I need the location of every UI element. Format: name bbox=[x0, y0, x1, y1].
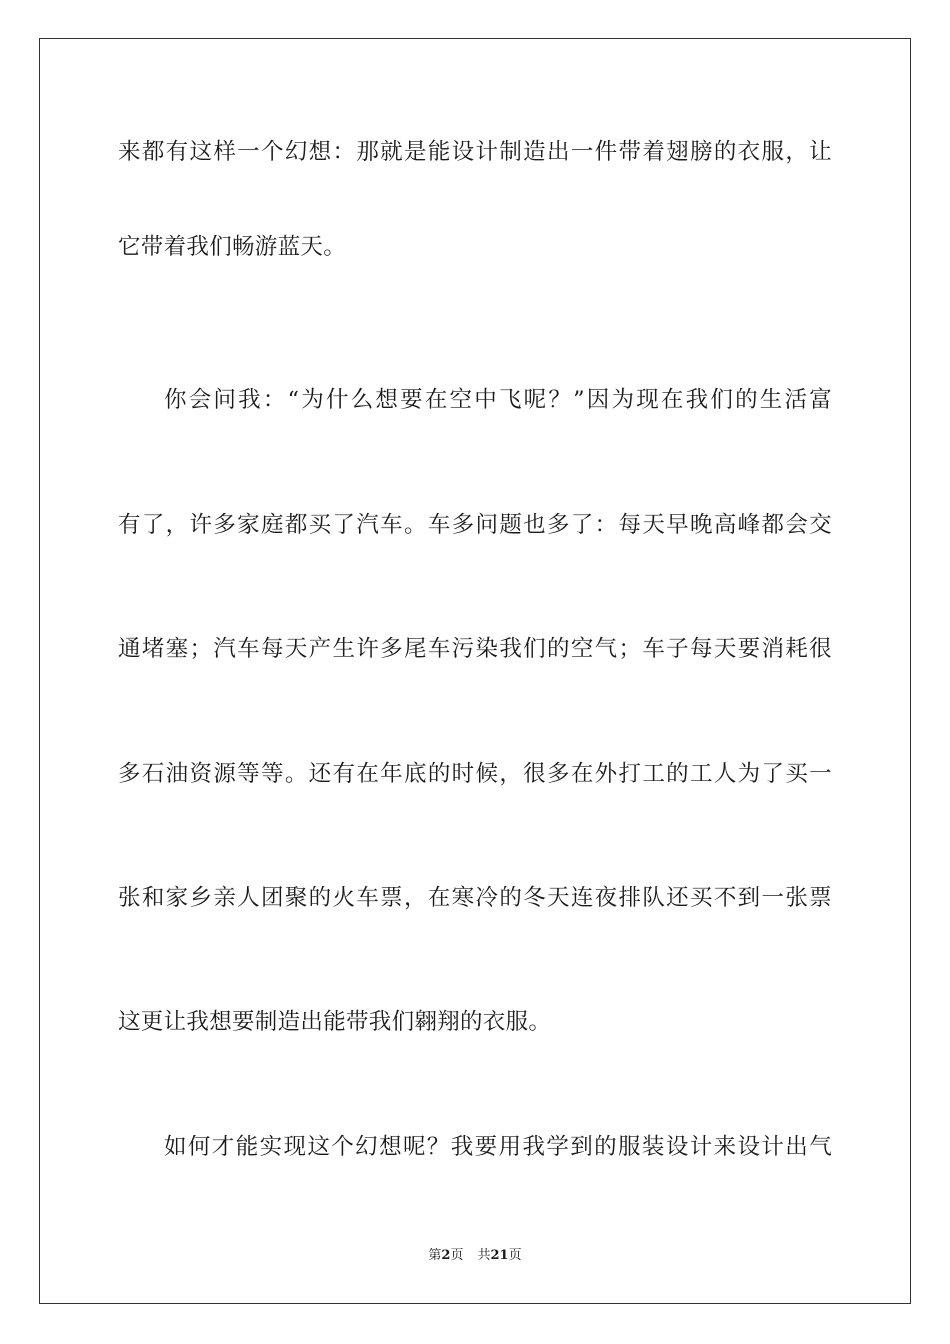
total-pages: 21 bbox=[490, 1248, 509, 1263]
page-number: 2 bbox=[441, 1248, 451, 1263]
total-suffix: 页 bbox=[508, 1248, 522, 1263]
text-line-8: 这更让我想要制造出能带我们翱翔的衣服。 bbox=[118, 1009, 552, 1035]
page-prefix: 第 bbox=[428, 1248, 442, 1263]
text-line-5: 通堵塞；汽车每天产生许多尾车污染我们的空气；车子每天要消耗很 bbox=[118, 636, 832, 662]
text-line-7: 张和家乡亲人团聚的火车票，在寒冷的冬天连夜排队还买不到一张票 bbox=[118, 885, 832, 911]
text-line-1: 来都有这样一个幻想：那就是能设计制造出一件带着翅膀的衣服，让 bbox=[118, 139, 832, 165]
text-line-6: 多石油资源等等。还有在年底的时候，很多在外打工的工人为了买一 bbox=[118, 761, 832, 787]
text-line-3: 你会问我：“为什么想要在空中飞呢？”因为现在我们的生活富 bbox=[164, 387, 832, 413]
text-line-2: 它带着我们畅游蓝天。 bbox=[118, 234, 347, 260]
text-line-9: 如何才能实现这个幻想呢？我要用我学到的服装设计来设计出气 bbox=[164, 1134, 832, 1160]
page-footer bbox=[0, 1247, 950, 1265]
total-prefix: 共 bbox=[477, 1248, 491, 1263]
page-border bbox=[39, 38, 911, 1304]
text-line-4: 有了，许多家庭都买了汽车。车多问题也多了：每天早晚高峰都会交 bbox=[118, 512, 832, 538]
page-suffix: 页 bbox=[450, 1248, 464, 1263]
